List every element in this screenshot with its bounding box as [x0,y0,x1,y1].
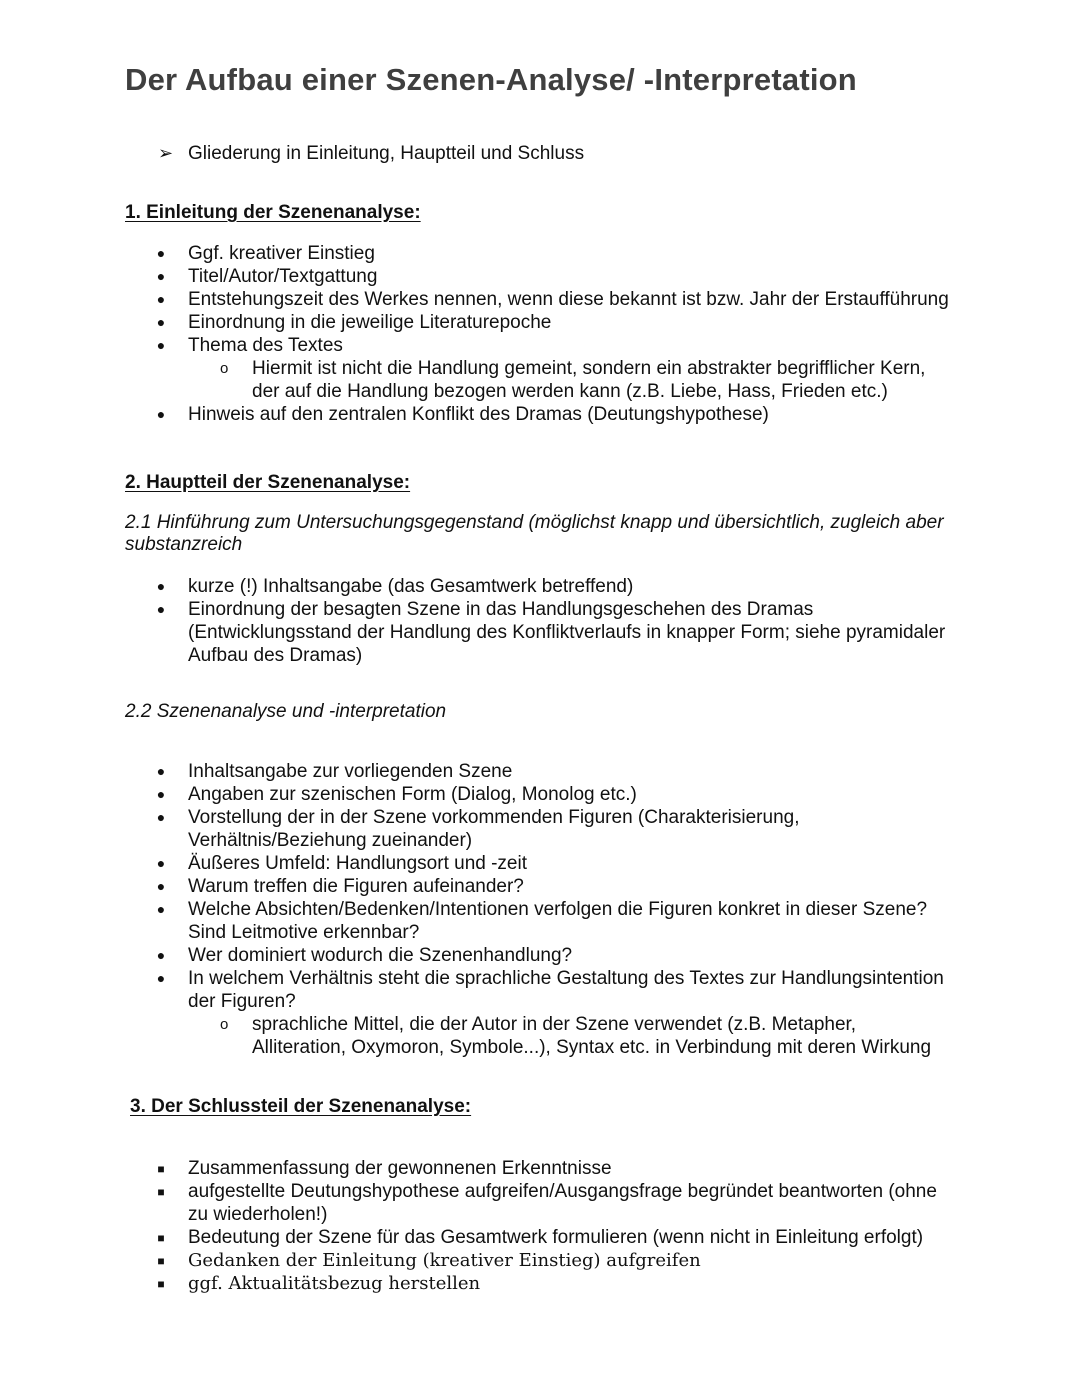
square-bullet-icon: ■ [157,1162,165,1176]
bullet-icon: ● [156,878,166,894]
bullet-icon: ● [156,337,166,353]
list-item: ● Titel/Autor/Textgattung [156,266,378,287]
bullet-icon: ● [156,786,166,802]
bullet-icon: ● [156,601,166,617]
bullet-icon: ● [156,809,166,825]
circle-bullet-icon: o [220,360,229,377]
bullet-icon: ● [156,314,166,330]
subsection-2-1-heading: 2.1 Hinführung zum Untersuchungsgegenstand (möglichst knapp und übersichtlich, zugleich aber substanzreich [125,512,944,555]
arrow-bullet-icon: ➢ [158,143,174,163]
circle-bullet-icon: o [220,1016,229,1033]
subsection-2-2-heading: 2.2 Szenenanalyse und -interpretation [125,701,447,722]
bullet-icon: ● [156,291,166,307]
bullet-icon: ● [156,855,166,871]
square-bullet-icon: ■ [157,1254,165,1268]
intro-text: Gliederung in Einleitung, Hauptteil und Schluss [188,143,585,164]
section-1-heading: 1. Einleitung der Szenenanalyse: [125,202,421,223]
list-item: ● Wer dominiert wodurch die Szenenhandlung? [156,945,573,966]
list-item: ● Entstehungszeit des Werkes nennen, wenn diese bekannt ist bzw. Jahr der Erstaufführung [156,289,949,310]
list-item: ● Thema des Textes o Hiermit ist nicht die Handlung gemeint, sondern ein abstrakter begrifflicher Kern, der auf die Handlung bezogen werden kann (z.B. Liebe, Hass, Frieden etc.) [0,334,958,403]
section-1-list [0,242,958,426]
bullet-icon: ● [156,901,166,917]
sub-list-item: o sprachliche Mittel, die der Autor in der Szene verwendet (z.B. Metapher, Alliteration, Oxymoron, Symbole...), Syntax etc. in Verbindung mit deren Wirkung [220,1014,932,1058]
list-item: ● In welchem Verhältnis steht die sprachliche Gestaltung des Textes zur Handlungsintention der Figuren? o sprachliche Mittel, die der Autor in der Szene verwendet (z.B. Metapher, Alliteration, Oxymoron, Symbole...), Syntax etc. in Verbindung mit deren Wirkung [0,967,958,1059]
list-item: ● Vorstellung der in der Szene vorkommenden Figuren (Charakterisierung, Verhältnis/Beziehung zueinander) [156,807,800,851]
sub-list-item: o Hiermit ist nicht die Handlung gemeint, sondern ein abstrakter begrifflicher Kern, der auf die Handlung bezogen werden kann (z.B. Liebe, Hass, Frieden etc.) [220,358,926,402]
section-3-heading: 3. Der Schlussteil der Szenenanalyse: [130,1096,472,1117]
bullet-icon: ● [156,406,166,422]
bullet-icon: ● [156,578,166,594]
section-2-heading: 2. Hauptteil der Szenenanalyse: [125,472,411,493]
list-item: ■ Gedanken der Einleitung (kreativer Einstieg) aufgreifen [0,1249,958,1272]
list-item: ■ ggf. Aktualitätsbezug herstellen [0,1272,958,1295]
subsection-2-1-list [0,575,958,667]
section-3-list [0,1157,958,1295]
list-item: ● kurze (!) Inhaltsangabe (das Gesamtwerk betreffend) [156,576,634,597]
list-item: ● Hinweis auf den zentralen Konflikt des Dramas (Deutungshypothese) [156,404,769,425]
bullet-icon: ● [156,245,166,261]
list-item: ● Äußeres Umfeld: Handlungsort und -zeit [156,853,527,874]
document-title: Der Aufbau einer Szenen-Analyse/ -Interpretation [125,62,857,97]
bullet-icon: ● [156,268,166,284]
list-item: ■ Bedeutung der Szene für das Gesamtwerk formulieren (wenn nicht in Einleitung erfolgt) [0,1226,958,1249]
sub-list [188,357,958,403]
list-item: ● Welche Absichten/Bedenken/Intentionen verfolgen die Figuren konkret in dieser Szene? Sind Leitmotive erkennbar? [156,899,928,943]
list-item: ● Ggf. kreativer Einstieg [156,243,375,264]
bullet-icon: ● [156,970,166,986]
square-bullet-icon: ■ [157,1231,165,1245]
list-item: ■ Zusammenfassung der gewonnenen Erkenntnisse [0,1157,958,1180]
list-item: ● Angaben zur szenischen Form (Dialog, Monolog etc.) [156,784,637,805]
bullet-icon: ● [156,763,166,779]
list-item: ■ aufgestellte Deutungshypothese aufgreifen/Ausgangsfrage begründet beantworten (ohne zu wiederholen!) [0,1180,958,1226]
subsection-2-2-list [0,760,958,1059]
list-item: ● Einordnung in die jeweilige Literaturepoche [156,312,552,333]
sub-list [188,1013,958,1059]
list-item: ● Inhaltsangabe zur vorliegenden Szene [156,761,513,782]
list-item: ● Warum treffen die Figuren aufeinander? [156,876,524,897]
intro-line [158,143,584,165]
square-bullet-icon: ■ [157,1185,165,1199]
square-bullet-icon: ■ [157,1277,165,1291]
bullet-icon: ● [156,947,166,963]
list-item: ● Einordnung der besagten Szene in das Handlungsgeschehen des Dramas (Entwicklungsstand der Handlung des Konfliktverlaufs in knapper Form; siehe pyramidaler Aufbau des Dramas) [156,599,946,666]
